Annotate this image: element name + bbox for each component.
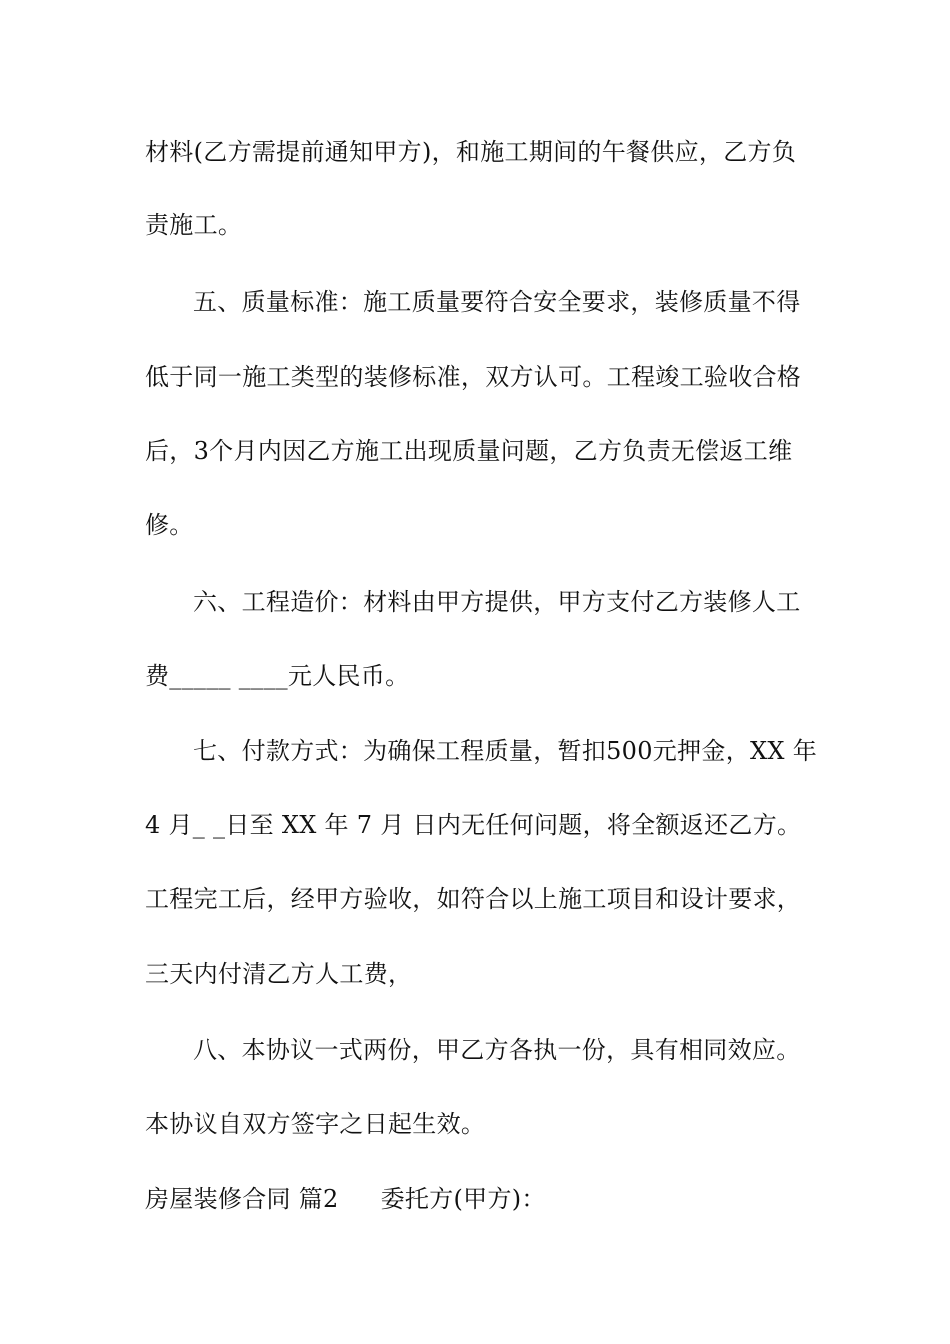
section-heading-line (145, 1184, 815, 1214)
paragraph-line: 4 月_ _日至 XX 年 7 月 日内无任何问题，将全额返还乙方。 (145, 811, 802, 839)
paragraph-line: 责施工。 (145, 211, 243, 239)
paragraph-line: 五、质量标准：施工质量要符合安全要求，装修质量不得 (193, 288, 801, 316)
paragraph-line: 低于同一施工类型的装修标准，双方认可。工程竣工验收合格 (145, 363, 802, 391)
paragraph-line: 工程完工后，经甲方验收，如符合以上施工项目和设计要求， (145, 885, 802, 913)
paragraph-line: 七、付款方式：为确保工程质量，暂扣500元押金，XX 年 (193, 737, 818, 765)
paragraph-line: 后，3个月内因乙方施工出现质量问题，乙方负责无偿返工维 (145, 437, 793, 465)
paragraph-line: 修。 (145, 511, 194, 539)
paragraph-line: 费_____ ____元人民币。 (145, 662, 410, 690)
paragraph-line: 材料(乙方需提前通知甲方)，和施工期间的午餐供应，乙方负 (145, 138, 797, 166)
paragraph-line: 八、本协议一式两份，甲乙方各执一份，具有相同效应。 (193, 1036, 801, 1064)
paragraph-line: 本协议自双方签字之日起生效。 (145, 1110, 486, 1138)
party-label: 委托方(甲方)： (380, 1185, 546, 1213)
section-title: 房屋装修合同 篇2 (145, 1185, 339, 1213)
paragraph-line: 三天内付清乙方人工费， (145, 960, 413, 988)
paragraph-line: 六、工程造价：材料由甲方提供，甲方支付乙方装修人工 (193, 588, 801, 616)
